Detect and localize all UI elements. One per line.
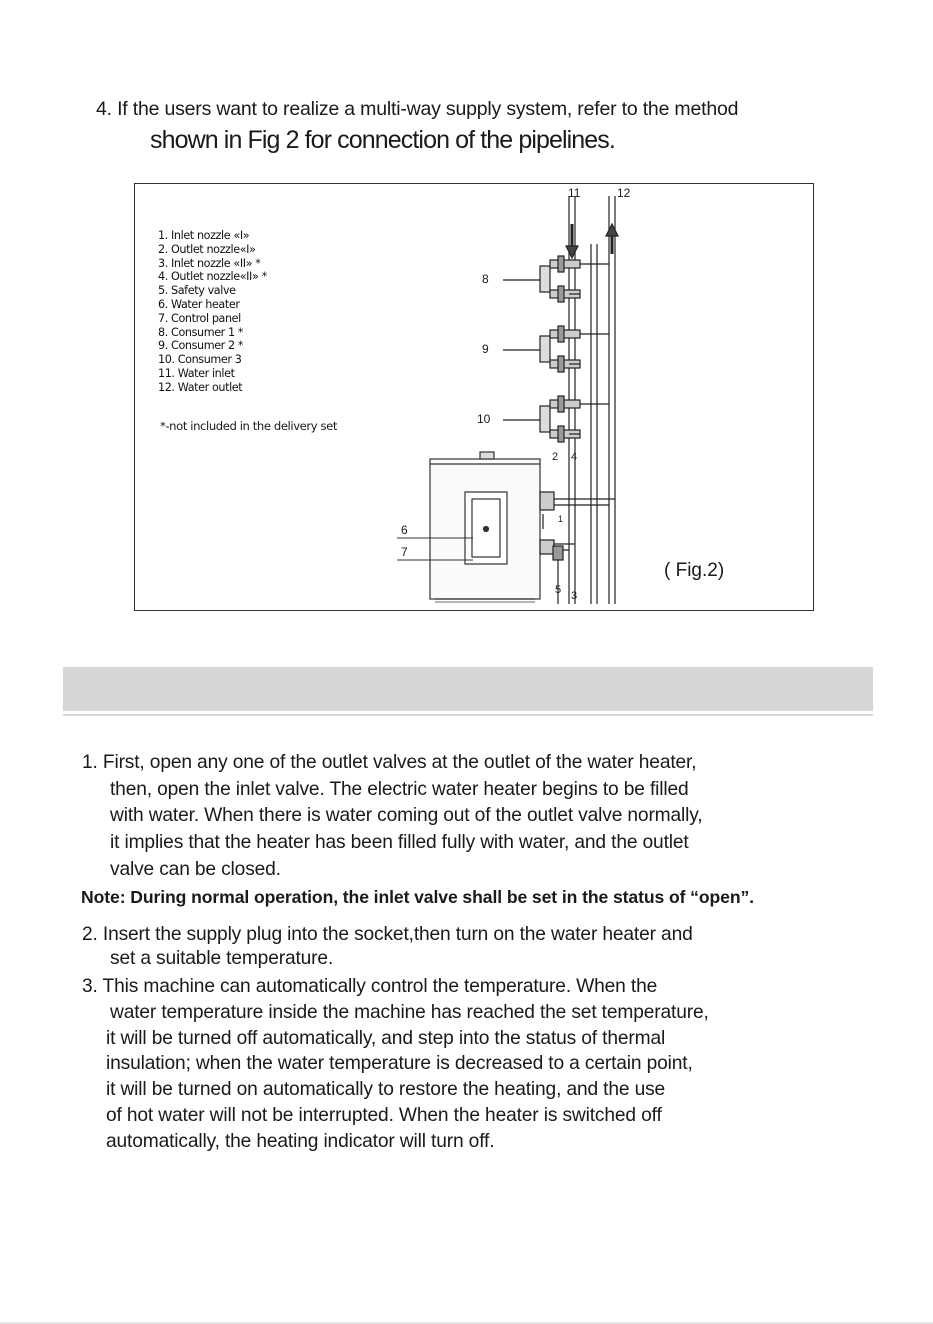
step-line: set a suitable temperature. [110,948,334,969]
step-line: 3. This machine can automatically control the temperature. When the [82,976,658,997]
callout-7: 7 [401,545,408,559]
step-line: insulation; when the water temperature is decreased to a certain point, [106,1053,693,1075]
intro-line-2: shown in Fig 2 for connection of the pipelines. [150,126,615,154]
callout-12: 12 [617,186,631,200]
legend-item: 8. Consumer 1 * [158,325,244,339]
legend-item: 4. Outlet nozzle«II» * [158,270,267,284]
operation-note: Note: During normal operation, the inlet valve shall be set in the status of “open”. [81,887,754,907]
legend-footnote: *-not included in the delivery set [160,419,338,433]
legend-item: 3. Inlet nozzle «II» * [158,256,261,270]
legend-item: 7. Control panel [158,311,241,325]
step-line: water temperature inside the machine has reached the set temperature, [110,1001,709,1023]
step-line: it will be turned off automatically, and step into the status of thermal [106,1027,666,1049]
section-header-bar [63,667,873,711]
step-line: then, open the inlet valve. The electric water heater begins to be filled [110,778,689,800]
figure-caption: ( Fig.2) [664,560,725,581]
callout-5: 5 [555,584,562,596]
step-line: automatically, the heating indicator will turn off. [106,1130,495,1152]
instruction-step-3 [82,974,709,1155]
step-line: 1. First, open any one of the outlet valves at the outlet of the water heater, [82,752,697,773]
step-line: it will be turned on automatically to restore the heating, and the use [106,1079,666,1101]
step-line: valve can be closed. [110,858,281,880]
step-line: 2. Insert the supply plug into the socket,then turn on the water heater and [82,924,693,945]
step-line: it implies that the heater has been filled fully with water, and the outlet [110,832,689,854]
instruction-step-1 [82,750,702,884]
figure-legend [158,229,267,395]
legend-item: 11. Water inlet [158,366,235,380]
callout-3: 3 [571,590,578,602]
callout-2: 2 [552,451,559,463]
legend-item: 1. Inlet nozzle «I» [158,229,250,242]
step-line: of hot water will not be interrupted. When the heater is switched off [106,1104,662,1126]
callout-1: 1 [558,514,564,524]
step-line: with water. When there is water coming out of the outlet valve normally, [110,805,703,827]
callout-4: 4 [571,451,578,463]
callout-10: 10 [477,412,491,426]
legend-item: 6. Water heater [158,297,240,311]
intro-line-1: 4. If the users want to realize a multi-way supply system, refer to the method [96,98,739,120]
callout-6: 6 [401,523,408,537]
legend-item: 2. Outlet nozzle«I» [158,242,256,256]
legend-item: 10. Consumer 3 [158,353,242,367]
legend-item: 5. Safety valve [158,284,236,298]
legend-item: 9. Consumer 2 * [158,339,244,353]
callout-9: 9 [482,342,489,356]
legend-item: 12. Water outlet [158,380,243,394]
instruction-step-2 [82,923,693,971]
section-divider [63,714,873,716]
callout-8: 8 [482,272,489,286]
callout-11: 11 [568,186,581,200]
